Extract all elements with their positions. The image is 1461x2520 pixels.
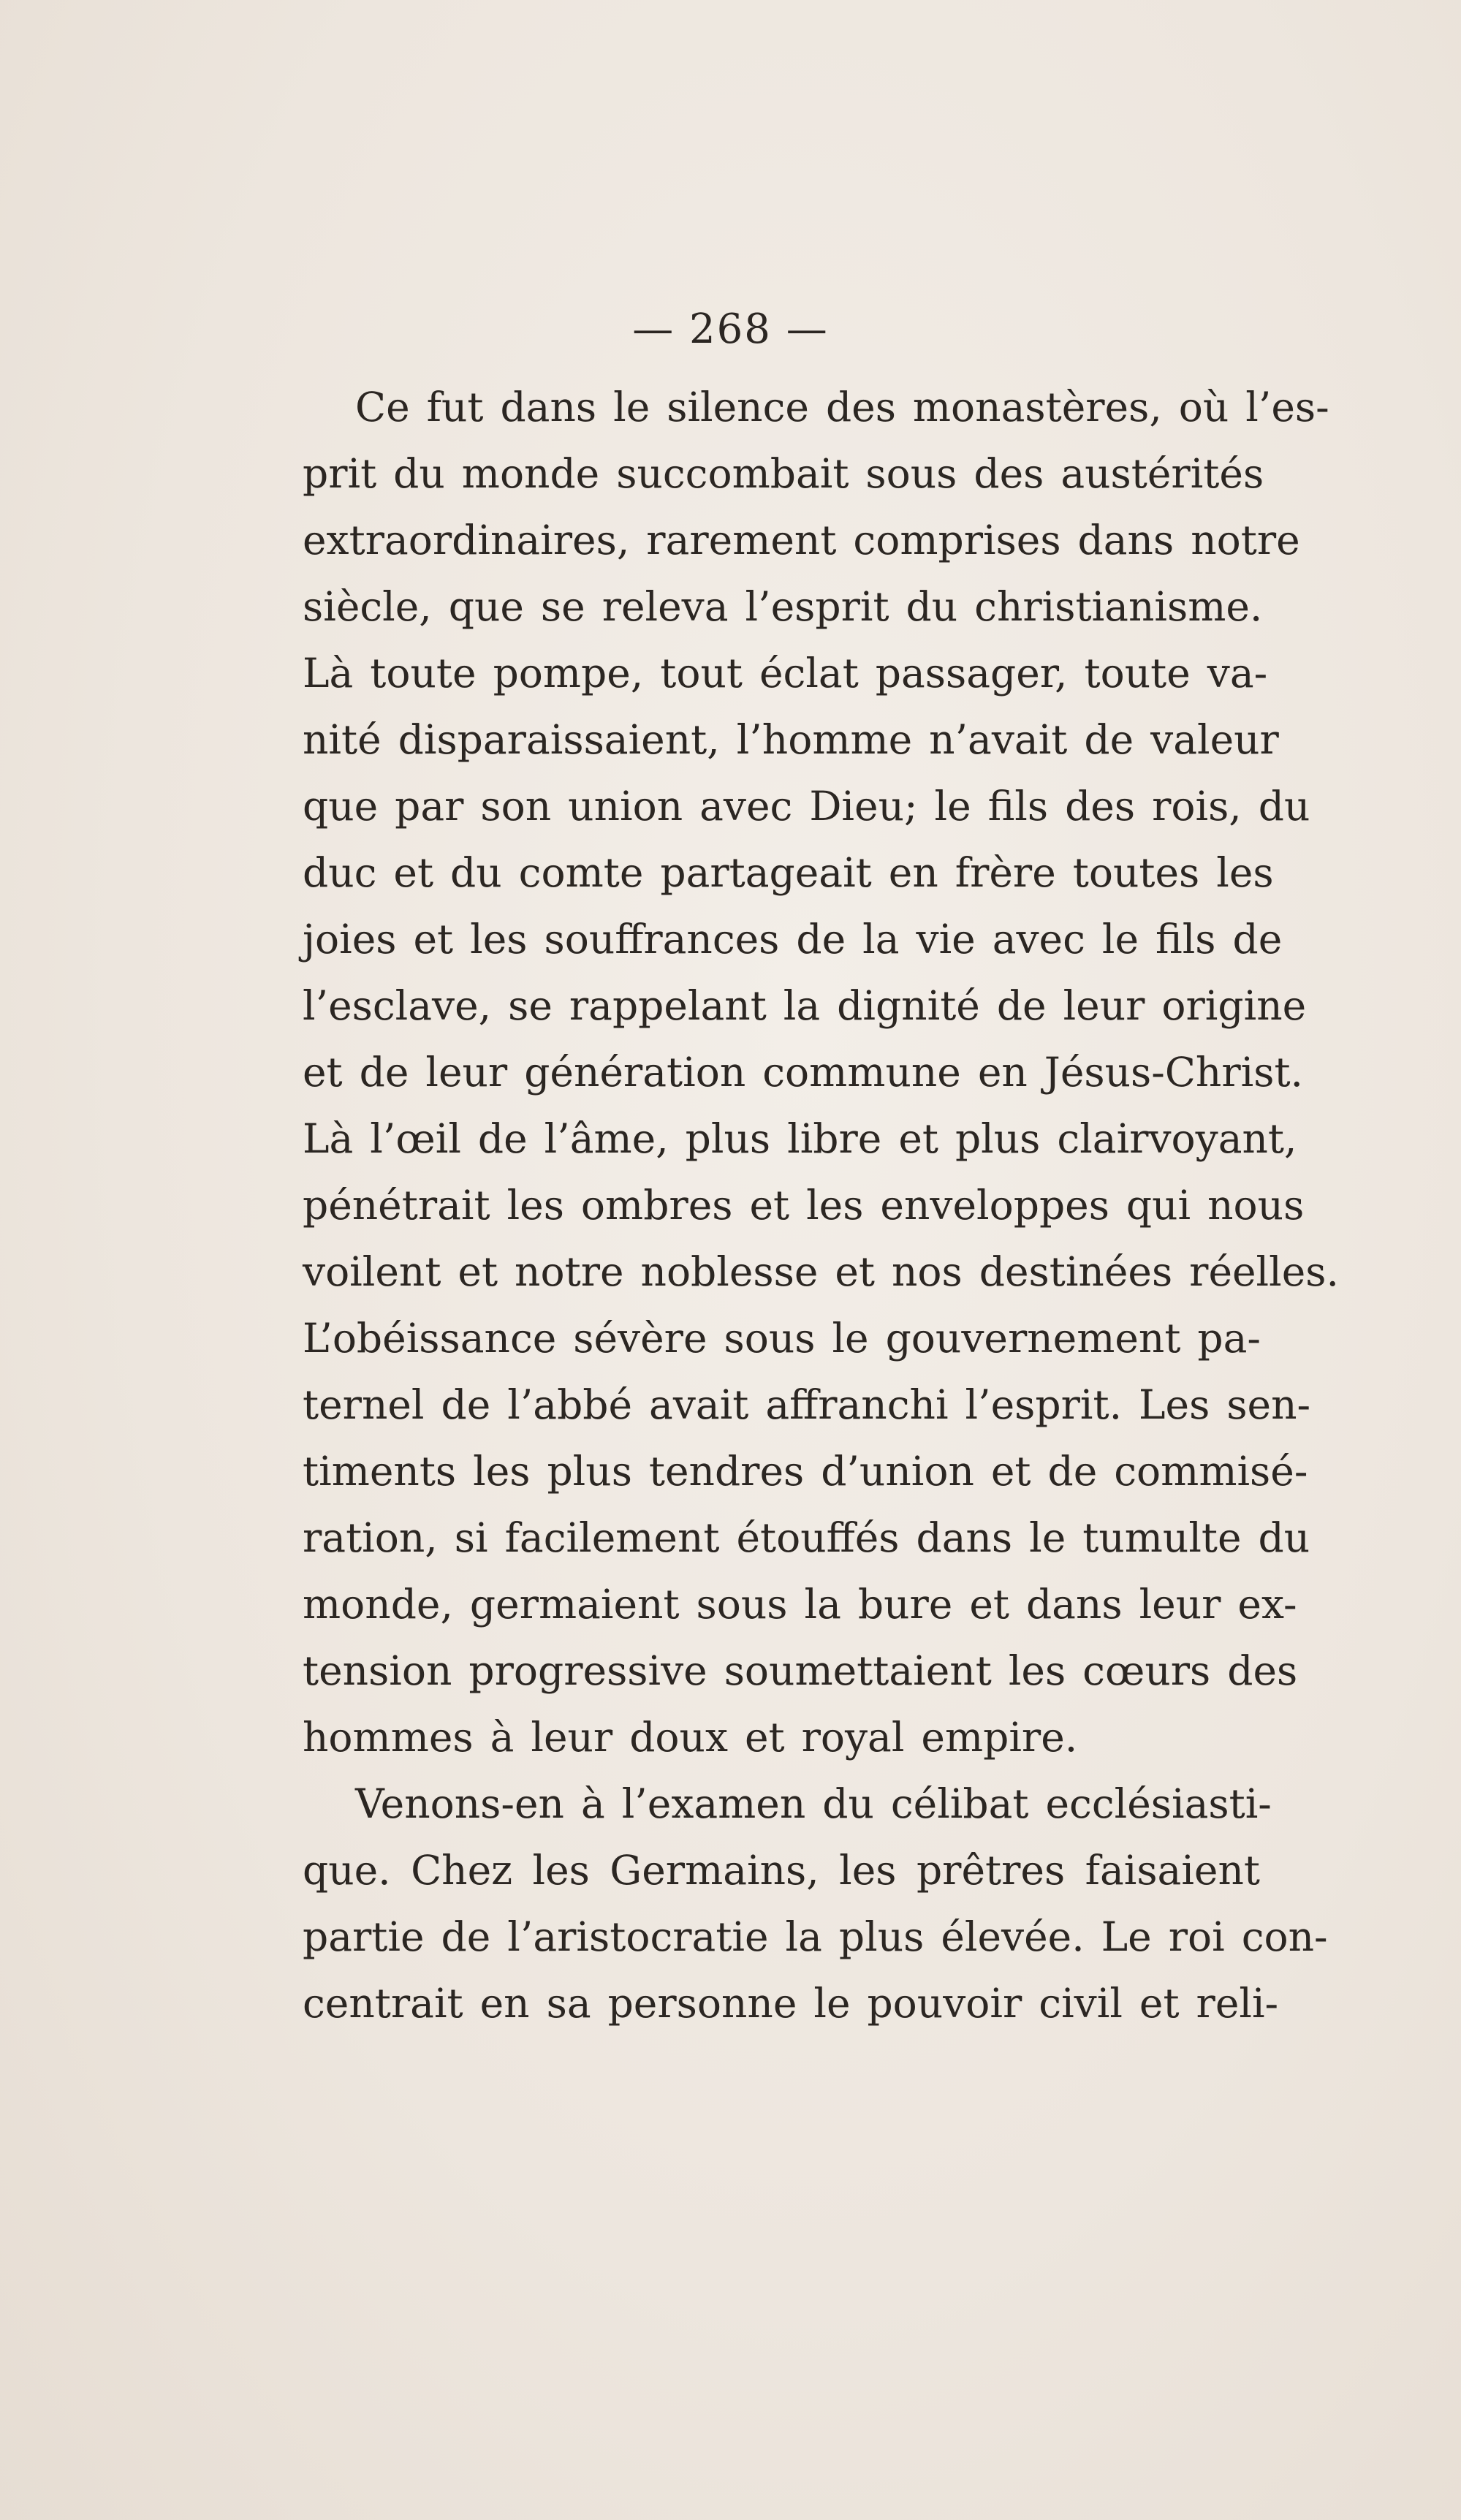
- text-line: L’obéissance sévère sous le gouvernement pa-: [303, 1315, 1261, 1362]
- text-line: Là toute pompe, tout éclat passager, toute va-: [303, 650, 1268, 697]
- paragraph-2: [303, 1771, 1328, 2037]
- text-line: hommes à leur doux et royal empire.: [303, 1714, 1078, 1761]
- text-line: tension progressive soumettaient les cœurs des: [303, 1647, 1298, 1694]
- page-number: — 268 —: [632, 305, 829, 353]
- text-line: joies et les souffrances de la vie avec le fils de: [303, 916, 1283, 963]
- text-line: que. Chez les Germains, les prêtres faisaient: [303, 1847, 1260, 1894]
- text-line: voilent et notre noblesse et nos destinées réelles.: [303, 1248, 1339, 1295]
- text-line: centrait en sa personne le pouvoir civil et reli-: [303, 1980, 1279, 2027]
- text-line: que par son union avec Dieu; le fils des rois, du: [303, 783, 1310, 830]
- text-line: ration, si facilement étouffés dans le tumulte du: [303, 1514, 1310, 1561]
- text-line: Ce fut dans le silence des monastères, où l’es-: [355, 384, 1329, 430]
- text-line: ternel de l’abbé avait affranchi l’esprit. Les sen-: [303, 1381, 1311, 1428]
- text-line: l’esclave, se rappelant la dignité de leur origine: [303, 982, 1307, 1029]
- text-line: Là l’œil de l’âme, plus libre et plus clairvoyant,: [303, 1115, 1297, 1162]
- text-line: timents les plus tendres d’union et de commisé-: [303, 1448, 1308, 1495]
- text-line: et de leur génération commune en Jésus-Christ.: [303, 1049, 1304, 1096]
- text-line: siècle, que se releva l’esprit du christianisme.: [303, 583, 1263, 630]
- text-line: monde, germaient sous la bure et dans leur ex-: [303, 1581, 1297, 1628]
- body-text: [303, 374, 1339, 2037]
- text-line: duc et du comte partageait en frère toutes les: [303, 849, 1274, 896]
- text-line: prit du monde succombait sous des austérités: [303, 450, 1264, 497]
- text-line: pénétrait les ombres et les enveloppes qui nous: [303, 1182, 1305, 1229]
- text-line: partie de l’aristocratie la plus élevée. Le roi con-: [303, 1913, 1328, 1960]
- text-line: Venons-en à l’examen du célibat ecclésiasti-: [355, 1780, 1272, 1827]
- text-line: nité disparaissaient, l’homme n’avait de valeur: [303, 716, 1279, 763]
- paragraph-1: [303, 374, 1339, 1771]
- text-line: extraordinaires, rarement comprises dans notre: [303, 517, 1300, 563]
